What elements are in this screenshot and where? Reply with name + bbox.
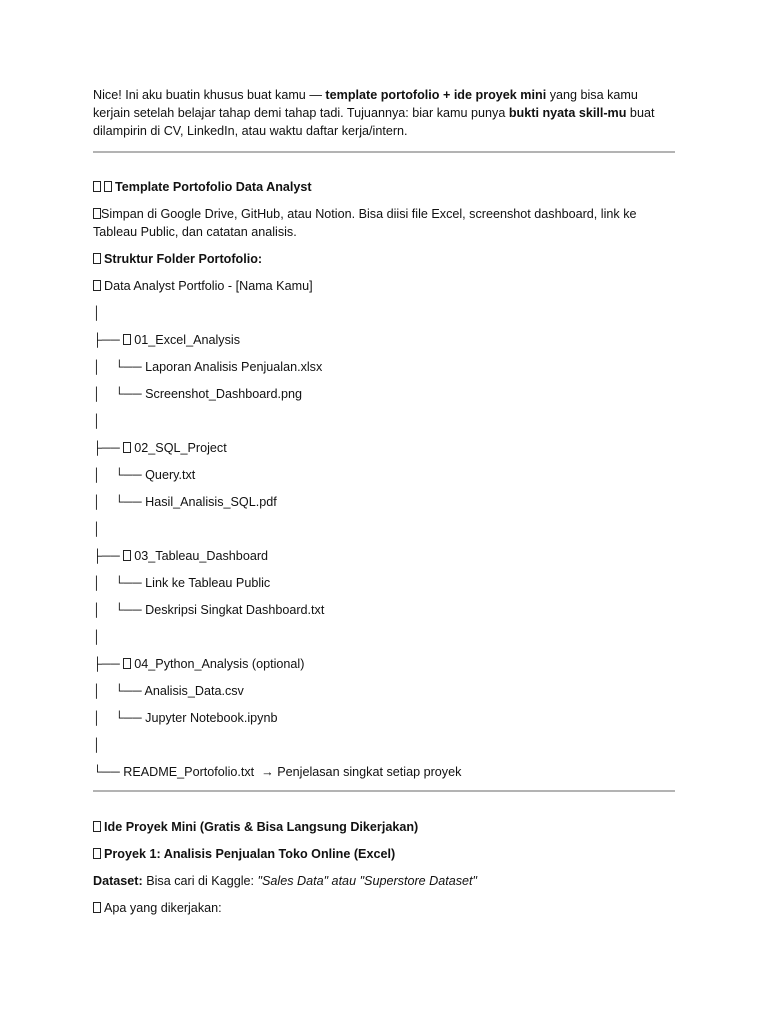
intro-bold-2: bukti nyata skill-mu (508, 106, 627, 120)
file-name: Analisis_Data.csv (144, 684, 244, 698)
folder-icon (123, 658, 131, 669)
intro-text-1: Nice! Ini aku buatin khusus buat kamu — (93, 88, 326, 102)
tree-root (93, 277, 675, 295)
tree-pipe: │ (93, 522, 101, 536)
folder-name: 03_Tableau_Dashboard (134, 549, 269, 563)
tree-child-branch: │ └── (93, 711, 146, 725)
file-name: Link ke Tableau Public (145, 576, 271, 590)
tree-folder (93, 655, 675, 673)
folder-name: 01_Excel_Analysis (134, 333, 240, 347)
tree-file (93, 358, 675, 376)
tree-pipe: │ (93, 414, 101, 428)
dataset-line (93, 872, 675, 890)
readme-file: README_Portofolio.txt → Penjelasan singkat setiap proyek (123, 765, 462, 779)
template-heading-text: Template Portofolio Data Analyst (115, 180, 312, 194)
tree-file (93, 709, 675, 727)
file-name: Jupyter Notebook.ipynb (145, 711, 278, 725)
template-heading (93, 178, 675, 196)
tree-branch: ├── (93, 657, 124, 671)
ideas-heading (93, 818, 675, 836)
folder-name: 04_Python_Analysis (optional) (134, 657, 305, 671)
tree-connector (93, 304, 675, 322)
tree-file (93, 682, 675, 700)
missing-glyph-icon (93, 208, 101, 219)
ideas-heading-text: Ide Proyek Mini (Gratis & Bisa Langsung Dikerjakan) (104, 820, 419, 834)
intro-bold-1: template portofolio + ide proyek mini (325, 88, 547, 102)
tree-file (93, 385, 675, 403)
tree-connector (93, 412, 675, 430)
tree-file (93, 574, 675, 592)
dataset-label: Dataset: (93, 874, 143, 888)
missing-glyph-icon (93, 902, 101, 913)
tree-readme (93, 763, 675, 781)
tree-folder (93, 439, 675, 457)
folder-name: 02_SQL_Project (134, 441, 227, 455)
template-description (93, 205, 675, 241)
project1-heading (93, 845, 675, 863)
tree-file (93, 493, 675, 511)
horizontal-rule (93, 790, 675, 792)
tree-last-branch: └── (93, 765, 124, 779)
tree-pipe: │ (93, 630, 101, 644)
file-name: Deskripsi Singkat Dashboard.txt (145, 603, 325, 617)
root-folder-name: Data Analyst Portfolio - [Nama Kamu] (104, 279, 313, 293)
dataset-names: "Sales Data" atau "Superstore Dataset" (257, 874, 478, 888)
folder-icon (93, 280, 101, 291)
missing-glyph-icon (93, 848, 101, 859)
missing-glyph-icon (104, 181, 112, 192)
folder-tree (93, 277, 675, 781)
project1-heading-text: Proyek 1: Analisis Penjualan Toko Online (Excel) (104, 847, 396, 861)
tree-child-branch: │ └── (93, 603, 146, 617)
tree-pipe: │ (93, 306, 101, 320)
tree-child-branch: │ └── (93, 684, 145, 698)
structure-heading-text: Struktur Folder Portofolio: (104, 252, 263, 266)
intro-text-3: buat dilampirin di CV, LinkedIn, atau waktu daftar kerja/intern. (93, 106, 655, 138)
tree-file (93, 601, 675, 619)
tree-child-branch: │ └── (93, 495, 146, 509)
intro-paragraph (93, 86, 675, 140)
document-page (93, 86, 675, 917)
tasks-label-line (93, 899, 675, 917)
tree-connector (93, 736, 675, 754)
tree-folder (93, 547, 675, 565)
file-name: Laporan Analisis Penjualan.xlsx (145, 360, 323, 374)
tasks-label: Apa yang dikerjakan: (104, 901, 222, 915)
missing-glyph-icon (93, 253, 101, 264)
tree-child-branch: │ └── (93, 387, 146, 401)
file-name: Hasil_Analisis_SQL.pdf (145, 495, 277, 509)
tree-child-branch: │ └── (93, 360, 146, 374)
template-description-text: Simpan di Google Drive, GitHub, atau Notion. Bisa diisi file Excel, screenshot dashboard, link ke Tableau Public, dan catatan analisis. (93, 207, 637, 239)
tree-pipe: │ (93, 738, 101, 752)
tree-child-branch: │ └── (93, 576, 146, 590)
tree-folder (93, 331, 675, 349)
file-name: Query.txt (145, 468, 196, 482)
missing-glyph-icon (93, 821, 101, 832)
horizontal-rule (93, 151, 675, 153)
dataset-text: Bisa cari di Kaggle: (142, 874, 258, 888)
folder-icon (123, 550, 131, 561)
tree-branch: ├── (93, 333, 124, 347)
structure-heading (93, 250, 675, 268)
missing-glyph-icon (93, 181, 101, 192)
file-name: Screenshot_Dashboard.png (145, 387, 302, 401)
folder-icon (123, 334, 131, 345)
tree-branch: ├── (93, 441, 124, 455)
tree-branch: ├── (93, 549, 124, 563)
tree-file (93, 466, 675, 484)
tree-connector (93, 628, 675, 646)
tree-child-branch: │ └── (93, 468, 146, 482)
intro-text-2: yang bisa kamu kerjain setelah belajar tahap demi tahap tadi. Tujuannya: biar kamu punya (93, 88, 638, 120)
folder-icon (123, 442, 131, 453)
tree-connector (93, 520, 675, 538)
